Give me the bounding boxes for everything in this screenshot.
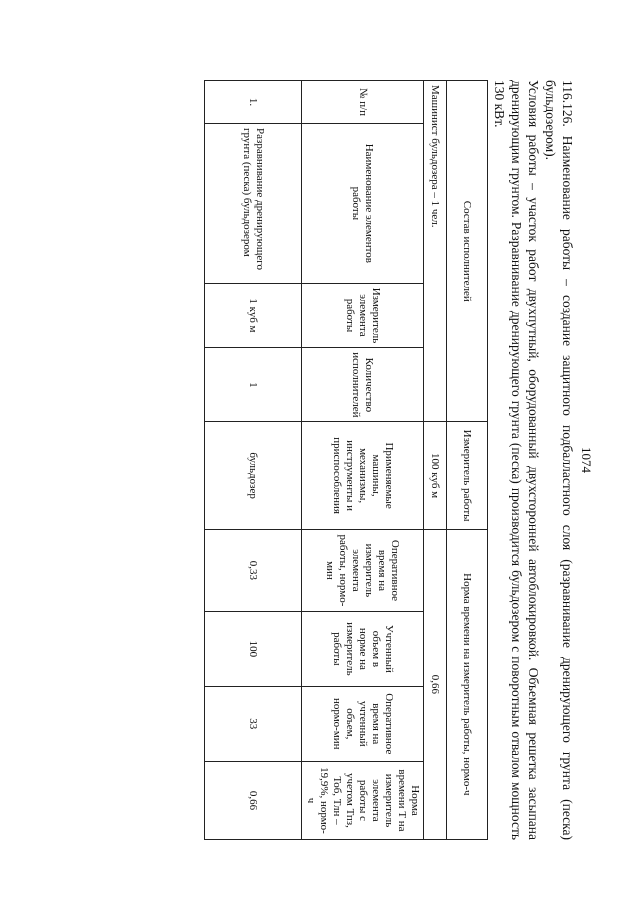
subheader-norm-time: Норма времени Т на измеритель элемента работы с учетом Тпз, Тоб, Тлн – 19,9%, нормо-ч xyxy=(302,761,424,839)
page-number: 1074 xyxy=(579,447,594,473)
row-machines: бульдозер xyxy=(205,422,302,529)
rotated-page xyxy=(40,20,600,900)
norm-value: 0,66 xyxy=(424,529,447,839)
subheader-volume: Учтенный объем в норме на измеритель работы xyxy=(302,612,424,686)
work-heading xyxy=(491,80,576,840)
subheader-op-time: Оперативное время на измеритель элемента работы, нормо-мин xyxy=(302,529,424,611)
row-element-meter: 1 куб м xyxy=(205,283,302,348)
crew-value: Машинист бульдозера – 1 чел. xyxy=(424,81,447,422)
row-executors: 1 xyxy=(205,348,302,422)
row-op-time: 0,33 xyxy=(205,529,302,611)
row-norm-time: 0,66 xyxy=(205,761,302,839)
header-norm: Норма времени на измеритель работы, нормо-ч xyxy=(447,529,488,839)
subheader-element-name: Наименование элементов работы xyxy=(302,124,424,284)
row-volume: 100 xyxy=(205,612,302,686)
subheader-machines: Применяемые машины, механизмы, инструменты и приспособления xyxy=(302,422,424,529)
header-meter: Измеритель работы xyxy=(447,422,488,529)
table-row xyxy=(205,81,302,840)
subheader-executors: Количество исполнителей xyxy=(302,348,424,422)
work-conditions: Условия работы – участок работ двухпутный, оборудованный двухсторонней автоблокировкой. Объемная решетка засыпана дренирующим грунтом. Разравнивание дренирующего грунта (песка) производится бульдозером с поворотным отвалом мощность 130 кВт. xyxy=(492,80,541,840)
norm-table xyxy=(204,80,488,840)
subheader-op-time-volume: Оперативное время на учтенный объем, нормо-мин xyxy=(302,686,424,761)
row-op-time-volume: 33 xyxy=(205,686,302,761)
subheader-element-meter: Измеритель элемента работы xyxy=(302,283,424,348)
row-element-name: Разравнивание дренирующего грунта (песка) бульдозером xyxy=(205,124,302,284)
header-crew: Состав исполнителей xyxy=(447,81,488,422)
row-num: 1. xyxy=(205,81,302,124)
subheader-num: № п/п xyxy=(302,81,424,124)
work-title: 116.126. Наименование работы – создание защитного подбалластного слоя (разравнивание дренирующего грунта (песка) бульдозером). xyxy=(543,80,575,840)
meter-value: 100 куб м xyxy=(424,422,447,529)
